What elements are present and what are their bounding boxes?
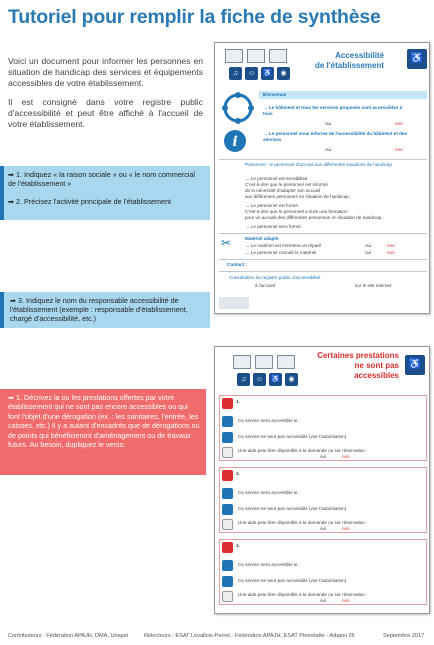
box-line-3: Une aide peut être disponible à la demande ou sur réservation : xyxy=(238,448,368,453)
thumb-down-icon xyxy=(222,470,233,481)
thumb-up-icon xyxy=(222,560,233,571)
personnel-intro: Personnel : le personnel d'accueil aux différentes situations de handicap xyxy=(245,162,392,167)
divider xyxy=(219,233,427,234)
personnel-1: → Le personnel est sensibilisé. xyxy=(245,176,309,181)
logo-block xyxy=(219,297,249,309)
building-icon xyxy=(255,355,273,369)
box-line-1: Ce service sera accessible le : xyxy=(238,490,301,495)
non-label: non xyxy=(342,598,350,603)
sheet1-title-line1: Accessibilité xyxy=(335,51,385,60)
personnel-1d: aux différentes personnes en situation de handicap. xyxy=(245,194,351,199)
personnel-2b: C'est-à-dire que le personnel a suivi une formation xyxy=(245,209,348,214)
thumb-down-icon xyxy=(222,398,233,409)
box-line-3: Une aide peut être disponible à la demande ou sur réservation : xyxy=(238,592,368,597)
personnel-2: → Le personnel est formé. xyxy=(245,203,300,208)
welcome-label: Bienvenue xyxy=(263,92,287,97)
building-icon xyxy=(247,49,265,63)
oui-label: oui xyxy=(325,121,332,126)
thumb-down-icon xyxy=(222,542,233,553)
sheet-prestations xyxy=(214,346,430,614)
footer-relecteurs: Relecteurs : ESAT Levallois-Perret - Fédération APAJH, ESAT Pierrelatte - Adapei 26 xyxy=(144,633,355,639)
materiel-2: → Le personnel connaît le matériel xyxy=(245,250,317,255)
box-number: 3. xyxy=(236,543,240,548)
non-label: non xyxy=(342,526,350,531)
oui-label: oui xyxy=(320,526,327,531)
visual-icon: ◉ xyxy=(285,373,298,386)
oui-label: oui xyxy=(325,147,332,152)
sheet2-title-line3: accessibles xyxy=(354,371,399,380)
circular-arrows-icon xyxy=(221,91,255,125)
sheet1-q2: → Le personnel vous informe de l'accessibilité du bâtiment et des services xyxy=(263,131,408,142)
handshake-icon xyxy=(222,519,233,530)
mental-icon: ☺ xyxy=(245,67,258,80)
hearing-icon: ♫ xyxy=(229,67,242,80)
instruction-bar-top xyxy=(0,166,210,220)
wheelchair-icon: ♿ xyxy=(269,373,282,386)
non-label: non xyxy=(387,243,395,248)
box-line-2: Ce service ne sera pas accessible (voir l'autorisation) xyxy=(238,578,347,583)
divider xyxy=(219,159,427,160)
instruction-step-2: ➡ 2. Précisez l'activité principale de l'établissement xyxy=(8,197,171,206)
prestation-box-3 xyxy=(219,539,427,605)
non-label: non xyxy=(395,121,403,126)
instruction-bar-step-3 xyxy=(0,292,210,328)
non-label: non xyxy=(342,454,350,459)
thumb-up-icon xyxy=(222,504,233,515)
contact-label: Contact : xyxy=(227,262,247,267)
accessibility-logo-icon: ♿ xyxy=(407,49,427,69)
oui-label: oui xyxy=(365,243,372,248)
building-icon xyxy=(269,49,287,63)
page-title: Tutoriel pour remplir la fiche de synthèse xyxy=(8,6,381,28)
non-label: non xyxy=(395,147,403,152)
instruction-step-3: ➡ 3. Indiquez le nom du responsable accessibilité de l'établissement (exemple : responsable d'établissement, chargé d'accessibilité, etc.) xyxy=(10,296,188,323)
non-label: non xyxy=(387,250,395,255)
intro-paragraph-2: Il est consigné dans votre registre public d'accessibilité et peut être affiché à l'accueil de votre établissement. xyxy=(8,97,203,129)
footer-date: Septembre 2017 xyxy=(383,633,425,639)
box-line-2: Ce service ne sera pas accessible (voir l'autorisation) xyxy=(238,506,347,511)
tools-icon: ✂ xyxy=(221,236,232,250)
accessibility-logo-icon: ♿ xyxy=(405,355,425,375)
sheet2-title xyxy=(311,351,399,381)
registre-site: sur le site internet xyxy=(355,283,392,288)
building-icon xyxy=(225,49,243,63)
instruction-step-red: ➡ 1. Décrivez la ou les prestations offertes par votre établissement qui ne sont pas encore accessibles ou qui font l'objet d'une dérogation (ex. : les sanitaires, l'entrée, les caisses, etc.) Il y a autant d'encadrés que de dérogations ou de points qui bénéficieront d'aménagement ou de travaux futurs. Au besoin, dupliquez le verso. xyxy=(8,393,200,450)
materiel-1: → Le matériel est entretenu et réparé xyxy=(245,243,322,248)
handshake-icon xyxy=(222,447,233,458)
oui-label: oui xyxy=(365,250,372,255)
hearing-icon: ♫ xyxy=(237,373,250,386)
building-icon xyxy=(233,355,251,369)
prestation-box-1 xyxy=(219,395,427,461)
sheet-accessibilite xyxy=(214,42,430,314)
sheet1-q1: → Le bâtiment et tous les services proposés sont accessibles à tous xyxy=(263,105,403,116)
divider xyxy=(219,271,427,272)
intro-text xyxy=(8,56,203,138)
thumb-up-icon xyxy=(222,488,233,499)
visual-icon: ◉ xyxy=(277,67,290,80)
building-icon xyxy=(277,355,295,369)
personnel-3: → Le personnel sera formé. xyxy=(245,224,302,229)
oui-label: oui xyxy=(320,598,327,603)
box-line-3: Une aide peut être disponible à la demande ou sur réservation : xyxy=(238,520,368,525)
handshake-icon xyxy=(222,591,233,602)
oui-label: oui xyxy=(320,454,327,459)
prestation-box-2 xyxy=(219,467,427,533)
personnel-1b: C'est-à-dire que le personnel est informé xyxy=(245,182,328,187)
sheet2-title-line1: Certaines prestations xyxy=(317,351,399,360)
personnel-1c: de la nécessité d'adapter son accueil xyxy=(245,188,321,193)
thumb-up-icon xyxy=(222,432,233,443)
sheet1-title xyxy=(315,51,384,71)
materiel-label: Matériel adapté xyxy=(245,236,279,241)
box-number: 2. xyxy=(236,471,240,476)
footer-contributeurs: Contributeurs : Fédération APAJH, DMA, Unapei xyxy=(8,633,129,639)
thumb-up-icon xyxy=(222,576,233,587)
instruction-step-1: ➡ 1. Indiquez « la raison sociale » ou « le nom commercial de l'établissement » xyxy=(8,170,196,188)
sheet1-title-line2: de l'établissement xyxy=(315,61,385,70)
mental-icon: ☺ xyxy=(253,373,266,386)
info-icon xyxy=(223,129,247,153)
box-number: 1. xyxy=(236,399,240,404)
sheet2-title-line2: ne sont pas xyxy=(354,361,399,370)
instruction-bar-red xyxy=(0,389,206,475)
box-line-1: Ce service sera accessible le : xyxy=(238,562,301,567)
svg-text:i: i xyxy=(232,134,238,150)
divider xyxy=(219,259,427,260)
thumb-up-icon xyxy=(222,416,233,427)
box-line-2: Ce service ne sera pas accessible (voir l'autorisation) xyxy=(238,434,347,439)
registre-accueil: à l'accueil xyxy=(255,283,276,288)
personnel-2c: pour un accueil des différentes personnes en situation de handicap. xyxy=(245,215,383,220)
wheelchair-icon: ♿ xyxy=(261,67,274,80)
box-line-1: Ce service sera accessible le : xyxy=(238,418,301,423)
intro-paragraph-1: Voici un document pour informer les personnes en situation de handicap des services et équipements accessibles de votre établissement. xyxy=(8,56,203,88)
registre-label: Consultation du registre public d'accessibilité : xyxy=(229,275,323,280)
